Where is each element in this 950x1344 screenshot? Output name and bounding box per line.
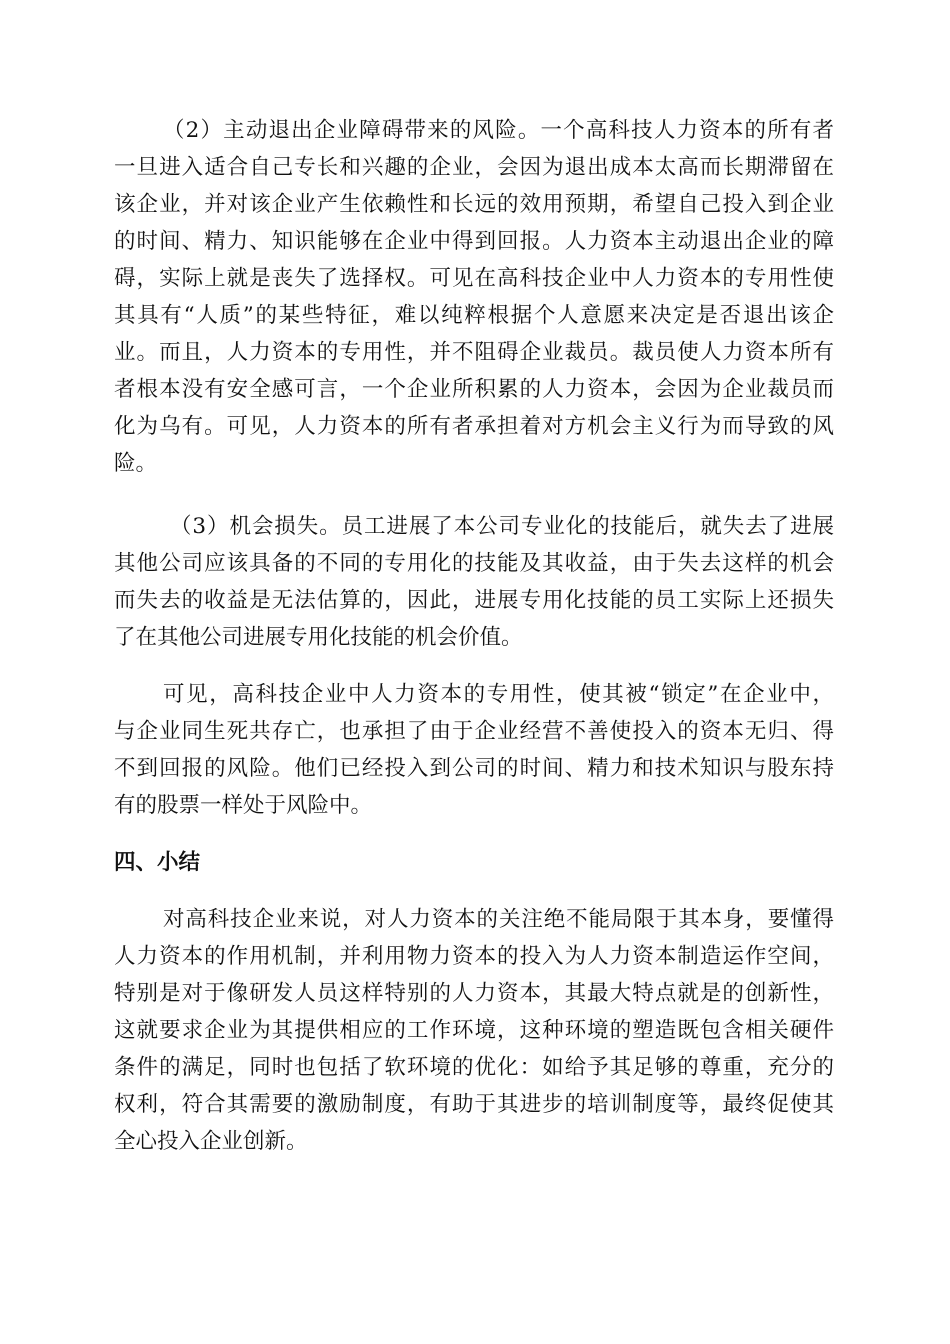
text-line: 该企业，并对该企业产生依赖性和长远的效用预期，希望自己投入到企业 [114, 192, 834, 217]
text-line: 了在其他公司进展专用化技能的机会价值。 [114, 625, 523, 650]
text-line: 这就要求企业为其提供相应的工作环境，这种环境的塑造既包含相关硬件 [114, 1018, 834, 1043]
text-line: （3）机会损失。员工进展了本公司专业化的技能后，就失去了进展 [170, 514, 834, 539]
text-line: 的时间、精力、知识能够在企业中得到回报。人力资本主动退出企业的障 [114, 229, 834, 254]
text-line: 全心投入企业创新。 [114, 1129, 308, 1154]
text-line: 对高科技企业来说，对人力资本的关注绝不能局限于其本身，要懂得 [163, 907, 834, 932]
text-line: 条件的满足，同时也包括了软环境的优化：如给予其足够的尊重，充分的 [114, 1055, 834, 1080]
section-heading: 四、小结 [114, 850, 201, 875]
text-line: （2）主动退出企业障碍带来的风险。一个高科技人力资本的所有者 [163, 118, 834, 143]
text-line: 有的股票一样处于风险中。 [114, 793, 373, 818]
text-line: 险。 [114, 451, 158, 476]
text-line: 一旦进入适合自己专长和兴趣的企业，会因为退出成本太高而长期滞留在 [114, 155, 834, 180]
text-line: 者根本没有安全感可言，一个企业所积累的人力资本，会因为企业裁员而 [114, 377, 834, 402]
text-line: 碍，实际上就是丧失了选择权。可见在高科技企业中人力资本的专用性使 [114, 266, 834, 291]
text-line: 特别是对于像研发人员这样特别的人力资本，其最大特点就是的创新性， [114, 981, 834, 1006]
text-line: 其具有“人质”的某些特征，难以纯粹根据个人意愿来决定是否退出该企 [114, 303, 834, 328]
text-line: 权利，符合其需要的激励制度，有助于其进步的培训制度等，最终促使其 [114, 1092, 834, 1117]
text-line: 与企业同生死共存亡，也承担了由于企业经营不善使投入的资本无归、得 [114, 719, 834, 744]
text-line: 人力资本的作用机制，并利用物力资本的投入为人力资本制造运作空间， [114, 944, 834, 969]
text-line: 业。而且，人力资本的专用性，并不阻碍企业裁员。裁员使人力资本所有 [114, 340, 834, 365]
text-line: 化为乌有。可见，人力资本的所有者承担着对方机会主义行为而导致的风 [114, 414, 834, 439]
text-line: 其他公司应该具备的不同的专用化的技能及其收益，由于失去这样的机会 [114, 551, 834, 576]
text-line: 可见，高科技企业中人力资本的专用性，使其被“锁定”在企业中， [163, 682, 834, 707]
text-line: 而失去的收益是无法估算的，因此，进展专用化技能的员工实际上还损失 [114, 588, 834, 613]
text-line: 不到回报的风险。他们已经投入到公司的时间、精力和技术知识与股东持 [114, 756, 834, 781]
